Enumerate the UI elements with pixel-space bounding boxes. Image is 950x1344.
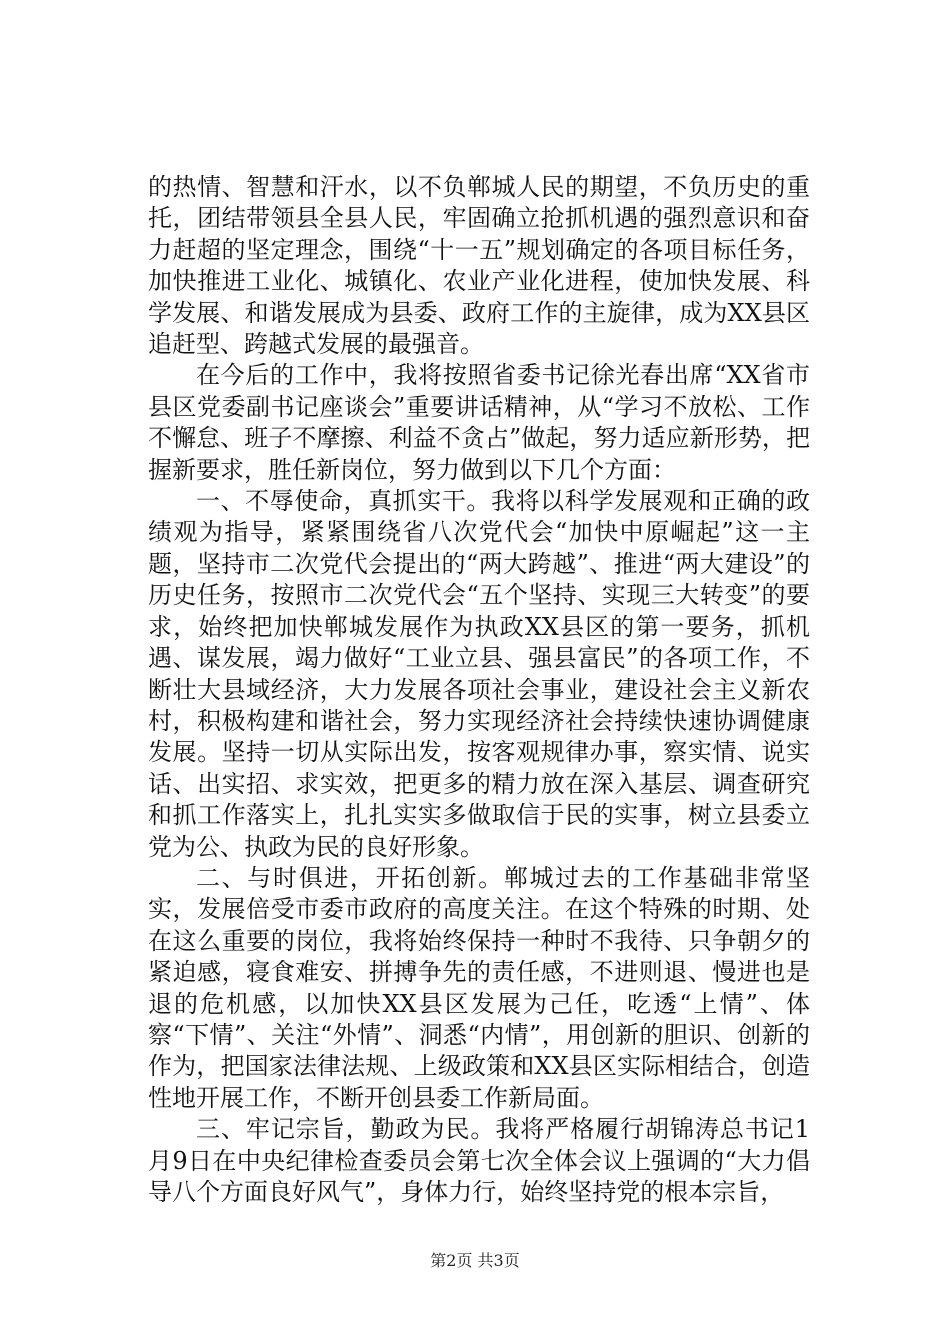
- document-body: [148, 172, 810, 1208]
- paragraph-intro: 在今后的工作中，我将按照省委书记徐光春出席“XX省市县区党委副书记座谈会”重要讲话精神，从“学习不放松、工作不懈怠、班子不摩擦、利益不贪占”做起，努力适应新形势，把握新要求，胜任新岗位，努力做到以下几个方面：: [148, 361, 810, 484]
- paragraph-point-one: 一、不辱使命，真抓实干。我将以科学发展观和正确的政绩观为指导，紧紧围绕省八次党代会“加快中原崛起”这一主题，坚持市二次党代会提出的“两大跨越”、推进“两大建设”的历史任务，按照市二次党代会“五个坚持、实现三大转变”的要求，始终把加快郸城发展作为执政XX县区的第一要务，抓机遇、谋发展，竭力做好“工业立县、强县富民”的各项工作，不断壮大县域经济，大力发展各项社会事业，建设社会主义新农村，积极构建和谐社会，努力实现经济社会持续快速协调健康发展。坚持一切从实际出发，按客观规律办事，察实情、说实话、出实招、求实效，把更多的精力放在深入基层、调查研究和抓工作落实上，扎扎实实多做取信于民的实事，树立县委立党为公、执政为民的良好形象。: [148, 487, 810, 861]
- paragraph-point-three: 三、牢记宗旨，勤政为民。我将严格履行胡锦涛总书记1月9日在中央纪律检查委员会第七次全体会议上强调的“大力倡导八个方面良好风气”，身体力行，始终坚持党的根本宗旨，: [148, 1115, 810, 1206]
- paragraph-point-two: 二、与时俱进，开拓创新。郸城过去的工作基础非常坚实，发展倍受市委市政府的高度关注。在这个特殊的时期、处在这么重要的岗位，我将始终保持一种时不我待、只争朝夕的紧迫感，寝食难安、拼搏争先的责任感，不进则退、慢进也是退的危机感，以加快XX县区发展为己任，吃透“上情”、体察“下情”、关注“外情”、洞悉“内情”，用创新的胆识、创新的作为，把国家法律法规、上级政策和XX县区实际相结合，创造性地开展工作，不断开创县委工作新局面。: [148, 863, 810, 1112]
- page-number-footer: 第2页 共3页: [430, 1251, 520, 1270]
- paragraph-continuation: 的热情、智慧和汗水，以不负郸城人民的期望，不负历史的重托，团结带领县全县人民，牢固确立抢抓机遇的强烈意识和奋力赶超的坚定理念，围绕“十一五”规划确定的各项目标任务，加快推进工业化、城镇化、农业产业化进程，使加快发展、科学发展、和谐发展成为县委、政府工作的主旋律，成为XX县区追赶型、跨越式发展的最强音。: [148, 173, 810, 359]
